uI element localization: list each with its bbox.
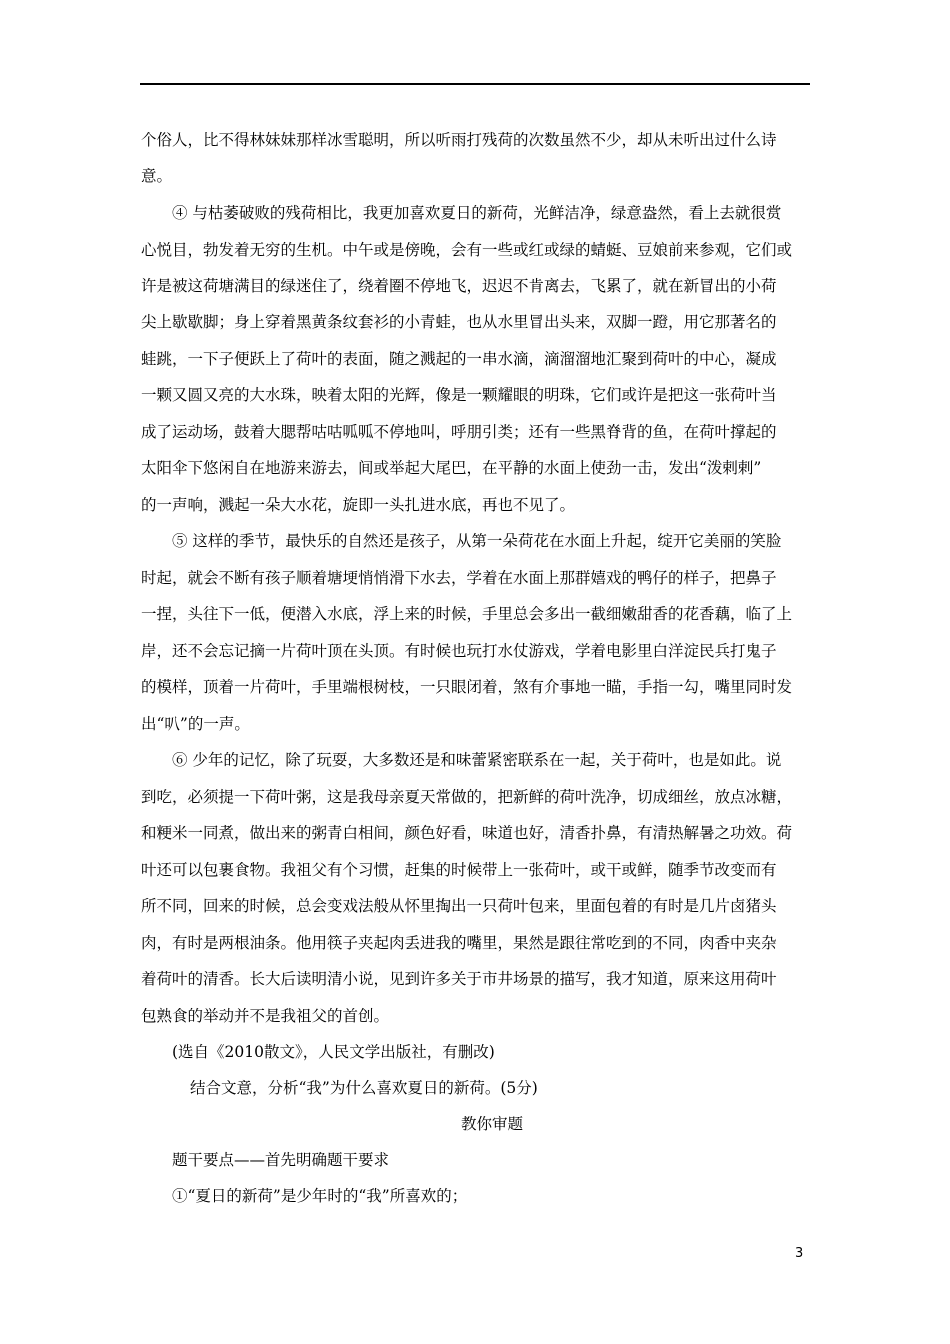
text-line: 到吃，必须提一下荷叶粥，这是我母亲夏天常做的，把新鲜的荷叶洗净，切成细丝，放点冰糖， — [141, 788, 793, 806]
text-line: 着荷叶的清香。长大后读明清小说，见到许多关于市井场景的描写，我才知道，原来这用荷叶 — [141, 970, 777, 988]
text-line: 个俗人，比不得林妹妹那样冰雪聪明，所以听雨打残荷的次数虽然不少，却从未听出过什么诗 — [141, 131, 777, 149]
question-prompt: 结合文意，分析“我”为什么喜欢夏日的新荷。(5分) — [190, 1079, 538, 1097]
text-line: 的模样，顶着一片荷叶，手里端根树枝，一只眼闭着，煞有介事地一瞄，手指一勾，嘴里同时发 — [141, 678, 793, 696]
text-line: 蛙跳，一下子便跃上了荷叶的表面，随之溅起的一串水滴，滴溜溜地汇聚到荷叶的中心，凝成 — [141, 350, 777, 368]
text-line: 包熟食的举动并不是我祖父的首创。 — [141, 1007, 390, 1025]
text-line: 许是被这荷塘满目的绿迷住了，绕着圈不停地飞，迟迟不肯离去，飞累了，就在新冒出的小荷 — [141, 277, 777, 295]
text-line: 一颗又圆又亮的大水珠，映着太阳的光辉，像是一颗耀眼的明珠，它们或许是把这一张荷叶当 — [141, 386, 777, 404]
text-line: 肉，有时是两根油条。他用筷子夹起肉丢进我的嘴里，果然是跟往常吃到的不同，肉香中夹杂 — [141, 934, 777, 952]
header-rule — [140, 83, 810, 85]
paragraph-6-start: ⑥ 少年的记忆，除了玩耍，大多数还是和味蕾紧密联系在一起，关于荷叶，也是如此。说 — [172, 751, 782, 769]
text-line: 出“叭”的一声。 — [141, 715, 250, 733]
text-line: 太阳伞下悠闲自在地游来游去，间或举起大尾巴，在平静的水面上使劲一击，发出“泼剌剌” — [141, 459, 762, 477]
text-line: 意。 — [141, 167, 173, 185]
section-heading: 教你审题 — [460, 1115, 523, 1133]
text-line: 一捏，头往下一低，便潜入水底，浮上来的时候，手里总会多出一截细嫩甜香的花香藕，临了上 — [141, 605, 793, 623]
text-line: 和粳米一同煮，做出来的粥青白相间，颜色好看，味道也好，清香扑鼻，有清热解暑之功效。荷 — [141, 824, 793, 842]
text-line: 尖上歇歇脚；身上穿着黑黄条纹套衫的小青蛙，也从水里冒出头来，双脚一蹬，用它那著名的 — [141, 313, 777, 331]
paragraph-5-start: ⑤ 这样的季节，最快乐的自然还是孩子，从第一朵荷花在水面上升起，绽开它美丽的笑脸 — [172, 532, 782, 550]
text-line: 题干要点——首先明确题干要求 — [172, 1151, 390, 1169]
text-line: 叶还可以包裹食物。我祖父有个习惯，赶集的时候带上一张荷叶，或干或鲜，随季节改变而有 — [141, 861, 777, 879]
text-line: 所不同，回来的时候，总会变戏法般从怀里掏出一只荷叶包来，里面包着的有时是几片卤猪头 — [141, 897, 777, 915]
text-line: 成了运动场，鼓着大腮帮咕咕呱呱不停地叫，呼朋引类；还有一些黑脊背的鱼，在荷叶撑起的 — [141, 423, 777, 441]
text-line: 的一声响，溅起一朵大水花，旋即一头扎进水底，再也不见了。 — [141, 496, 576, 514]
text-line: 时起，就会不断有孩子顺着塘埂悄悄滑下水去，学着在水面上那群嬉戏的鸭仔的样子，把鼻子 — [141, 569, 777, 587]
text-line: 心悦目，勃发着无穷的生机。中午或是傍晚，会有一些或红或绿的蜻蜓、豆娘前来参观，它们或 — [141, 241, 793, 259]
text-line: 岸，还不会忘记摘一片荷叶顶在头顶。有时候也玩打水仗游戏，学着电影里白洋淀民兵打鬼子 — [141, 642, 777, 660]
paragraph-4-start: ④ 与枯萎破败的残荷相比，我更加喜欢夏日的新荷，光鲜洁净，绿意盎然，看上去就很赏 — [172, 204, 782, 222]
text-line: ①“夏日的新荷”是少年时的“我”所喜欢的； — [172, 1187, 468, 1205]
source-citation: (选自《2010散文》，人民文学出版社，有删改) — [172, 1043, 495, 1061]
page-number: 3 — [795, 1246, 804, 1261]
